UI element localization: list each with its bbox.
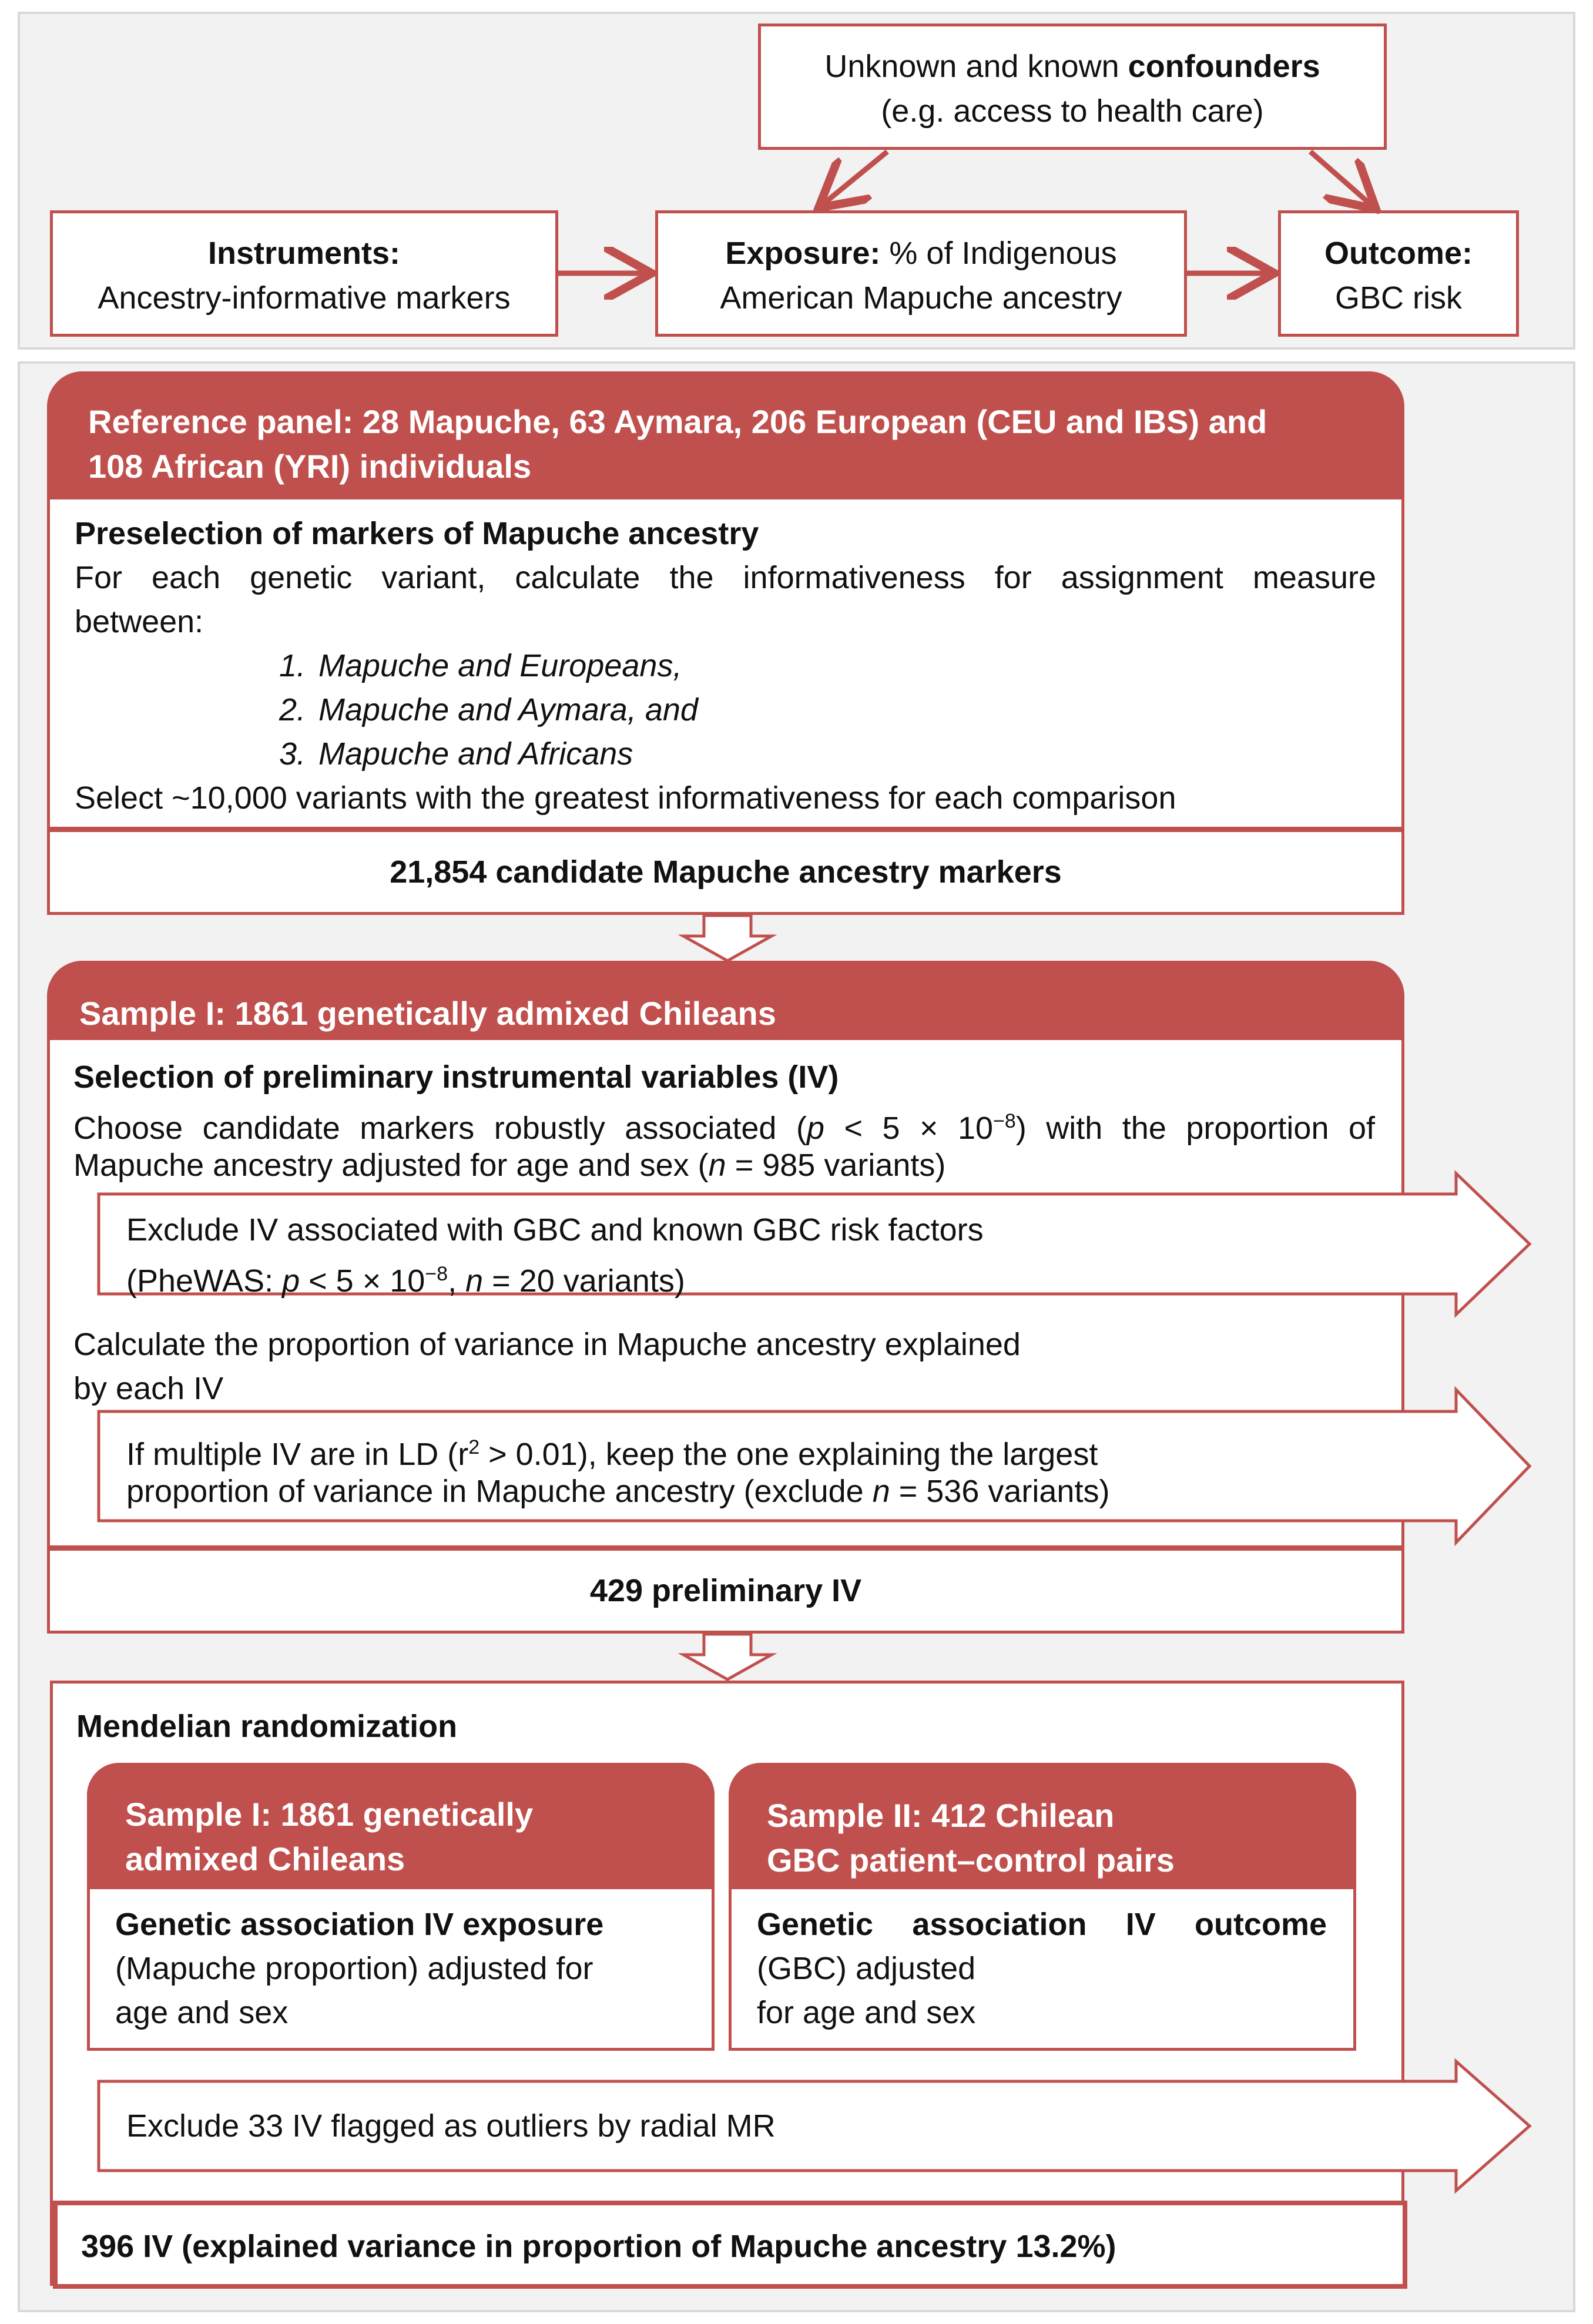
mr-left-text-2: age and sex: [115, 1995, 289, 2030]
mr-title: Mendelian randomization: [76, 1709, 458, 1744]
text-part: ,: [448, 1263, 466, 1299]
text-part: −8: [993, 1110, 1016, 1132]
mr-left-header: [87, 1763, 715, 1889]
mr-left-title: Genetic association IV exposure: [115, 1907, 604, 1942]
exposure-text-2: American Mapuche ancestry: [720, 280, 1122, 316]
text-part: < 5 × 10: [824, 1111, 994, 1146]
reference-header: [47, 371, 1404, 499]
down-arrow-1: [678, 914, 777, 964]
list-item: [241, 732, 633, 776]
sample1-header-text: Sample I: 1861 genetically admixed Chileans: [79, 995, 776, 1032]
mr-right-title: Genetic association IV outcome: [757, 1907, 1327, 1942]
text-part: = 20 variants): [483, 1263, 685, 1299]
mr-right-header: [729, 1763, 1356, 1889]
text-part: = 985 variants): [726, 1148, 946, 1183]
sample1-title: Selection of preliminary instrumental variables (IV): [73, 1059, 839, 1095]
list-item-number: 1.: [279, 648, 306, 683]
sample1-result: 429 preliminary IV: [589, 1573, 862, 1608]
mr-left-header-line1: Sample I: 1861 genetically: [125, 1796, 534, 1833]
list-item-text: Mapuche and Africans: [318, 736, 633, 772]
exposure-title: Exposure:: [725, 236, 881, 271]
reference-select-text: Select ~10,000 variants with the greatest informativeness for each comparison: [75, 780, 1176, 816]
outcome-title: Outcome:: [1324, 236, 1473, 271]
sample1-header: [47, 961, 1404, 1040]
text-part: p: [806, 1111, 824, 1146]
outcome-text: GBC risk: [1335, 280, 1462, 316]
calc-variance-text-2: by each IV: [73, 1371, 224, 1406]
text-part: n: [872, 1474, 890, 1509]
exclude-phewas-text-2: [126, 1252, 685, 1303]
reference-result-box: [47, 830, 1404, 915]
list-item-text: Mapuche and Aymara, and: [318, 692, 698, 727]
instruments-text: Ancestry-informative markers: [98, 280, 511, 316]
reference-text-2: between:: [75, 604, 204, 639]
mr-left-text: (Mapuche proportion) adjusted for: [115, 1951, 593, 1986]
exclude-outliers-text: Exclude 33 IV flagged as outliers by radial MR: [126, 2108, 776, 2144]
text-part: ) with the proportion of: [1015, 1111, 1375, 1146]
final-result: 396 IV (explained variance in proportion of Mapuche ancestry 13.2%): [81, 2229, 1116, 2264]
mr-right-header-line1: Sample II: 412 Chilean: [767, 1797, 1115, 1834]
list-item-number: 2.: [279, 692, 306, 727]
reference-header-line2: 108 African (YRI) individuals: [88, 448, 532, 485]
text-part: n: [708, 1148, 726, 1183]
reference-text: For each genetic variant, calculate the informativeness for assignment measure: [75, 560, 1376, 595]
text-part: proportion of variance in Mapuche ancestry (exclude: [126, 1474, 873, 1509]
list-item: [241, 643, 682, 688]
text-part: > 0.01), keep the one explaining the largest: [479, 1437, 1098, 1472]
mr-right-text-2: for age and sex: [757, 1995, 976, 2030]
text-part: If multiple IV are in LD (r: [126, 1437, 469, 1472]
reference-header-line1: Reference panel: 28 Mapuche, 63 Aymara, 206 European (CEU and IBS) and: [88, 403, 1267, 440]
arrow-confounders-outcome: [1310, 152, 1372, 206]
text-part: < 5 × 10: [300, 1263, 425, 1299]
mr-right-header-line2: GBC patient–control pairs: [767, 1842, 1175, 1879]
exclude-phewas-text: Exclude IV associated with GBC and known GBC risk factors: [126, 1212, 984, 1247]
mr-right-text: (GBC) adjusted: [757, 1951, 976, 1986]
ld-text-2: [126, 1469, 1109, 1514]
list-item-text: Mapuche and Europeans,: [318, 648, 682, 683]
causal-arrows: [0, 0, 1593, 353]
text-part: −8: [425, 1263, 448, 1285]
text-part: n: [465, 1263, 484, 1299]
confounders-label: confounders: [1128, 49, 1320, 84]
final-result-box: [53, 2201, 1407, 2289]
text-part: p: [282, 1263, 300, 1299]
list-item: [241, 688, 698, 732]
instruments-title: Instruments:: [207, 236, 401, 271]
exposure-text: % of Indigenous: [880, 236, 1117, 271]
text-part: = 536 variants): [890, 1474, 1110, 1509]
down-arrow-2: [678, 1632, 777, 1682]
confounders-example: (e.g. access to health care): [881, 93, 1264, 129]
text-part: (PheWAS:: [126, 1263, 283, 1299]
reference-title: Preselection of markers of Mapuche ancestry: [75, 516, 759, 551]
text-part: Choose candidate markers robustly associated (: [73, 1111, 807, 1146]
list-item-number: 3.: [279, 736, 306, 772]
text-part: Mapuche ancestry adjusted for age and sex (: [73, 1148, 709, 1183]
mr-left-header-line2: admixed Chileans: [125, 1840, 405, 1877]
arrow-confounders-exposure: [823, 152, 887, 204]
reference-result: 21,854 candidate Mapuche ancestry markers: [390, 854, 1062, 890]
confounders-text: Unknown and known: [824, 49, 1128, 84]
calc-variance-text: Calculate the proportion of variance in Mapuche ancestry explained: [73, 1327, 1021, 1362]
sample1-result-box: [47, 1548, 1404, 1634]
text-part: 2: [468, 1436, 480, 1458]
